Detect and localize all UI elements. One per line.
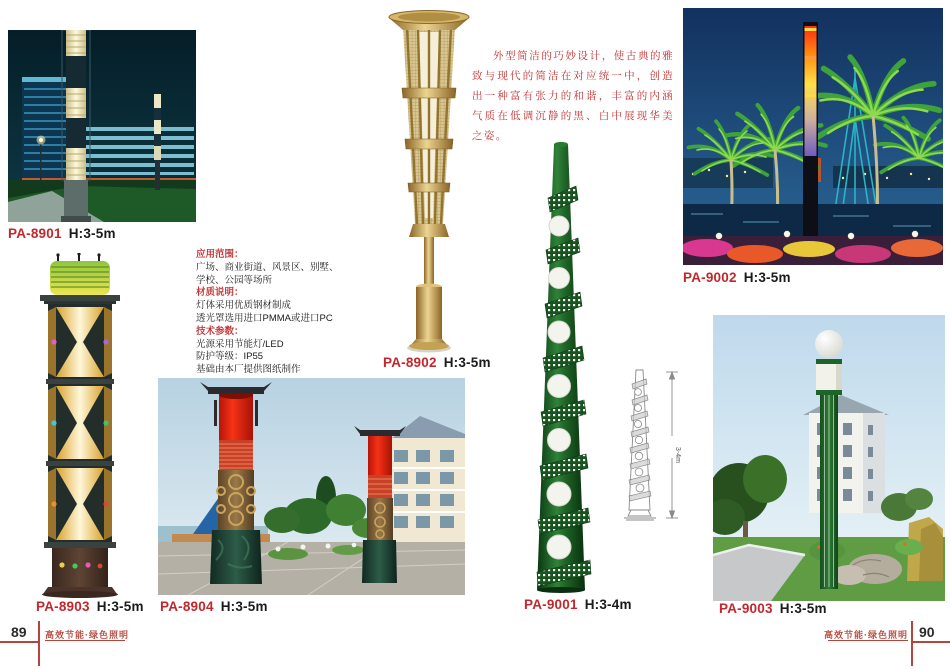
product-height: H:3-5m xyxy=(68,226,116,241)
spec-tech-line: 基础由本厂提供图纸制作 xyxy=(196,364,301,376)
footer-rule xyxy=(0,641,38,643)
intro-paragraph: 外型简洁的巧妙设计，使古典的雅致与现代的简洁在对应统一中，创造出一种富有张力的和谐，丰富的内涵气质在低调沉静的黑、白中展现华美之姿。 xyxy=(472,50,674,142)
product-code: PA-8902 xyxy=(383,355,437,370)
technical-drawing-pa9001 xyxy=(616,362,688,530)
footer-rule xyxy=(911,641,950,643)
spec-application-title: 应用范围： xyxy=(196,249,244,260)
spec-application-line: 学校、公园等场所 xyxy=(196,274,273,286)
spec-tech-line: 光源采用节能灯/LED xyxy=(196,338,284,350)
product-code: PA-8901 xyxy=(8,226,62,241)
photo-pa8904 xyxy=(158,378,465,595)
footer-page-number-right: 90 xyxy=(919,624,935,640)
product-height: H:3-4m xyxy=(584,597,632,612)
spec-application-line: 广场、商业街道、风景区、别墅、 xyxy=(196,261,339,273)
footer-rule-vertical xyxy=(38,621,40,666)
product-code: PA-8903 xyxy=(36,599,90,614)
product-image-pa9001 xyxy=(527,138,603,596)
specs-block xyxy=(196,249,382,377)
product-height: H:3-5m xyxy=(96,599,144,614)
label-pa8902 xyxy=(383,355,491,370)
product-code: PA-9001 xyxy=(524,597,578,612)
label-pa9001 xyxy=(524,597,632,612)
product-image-pa8902 xyxy=(383,6,475,354)
product-code: PA-9003 xyxy=(719,601,773,616)
footer-rule-vertical xyxy=(911,621,913,666)
footer-slogan-left: 高效节能·绿色照明 xyxy=(45,630,129,640)
label-pa8904 xyxy=(160,599,268,614)
label-pa8901 xyxy=(8,226,116,241)
product-height: H:3-5m xyxy=(220,599,268,614)
garden-globe-lamp-image xyxy=(713,315,945,601)
spec-material-line: 透光罩选用进口PMMA或进口PC xyxy=(196,312,333,324)
spec-tech-title: 技术参数： xyxy=(196,325,244,337)
spec-material-line: 灯体采用优质钢材制成 xyxy=(196,300,292,312)
golden-lamp-image xyxy=(383,6,475,354)
photo-pa9003 xyxy=(713,315,945,601)
footer-slogan-right: 高效节能·绿色照明 xyxy=(824,630,908,640)
green-spiral-pole-image xyxy=(527,138,603,596)
footer-page-number-left: 89 xyxy=(11,624,27,640)
footer-rule xyxy=(45,640,125,641)
label-pa9002 xyxy=(683,270,791,285)
product-height: H:3-5m xyxy=(743,270,791,285)
footer-rule xyxy=(828,640,908,641)
spec-material-title: 材质说明： xyxy=(196,287,244,299)
night-palms-image xyxy=(683,8,943,265)
hourglass-column-image xyxy=(10,253,150,598)
dimension-label: 3-4m xyxy=(674,447,681,463)
label-pa8903 xyxy=(36,599,144,614)
product-image-pa8903 xyxy=(10,253,150,598)
product-code: PA-9002 xyxy=(683,270,737,285)
plaza-columns-image xyxy=(158,378,465,595)
label-pa9003 xyxy=(719,601,827,616)
line-drawing-image xyxy=(616,362,688,530)
photo-pa8901 xyxy=(8,30,196,222)
product-height: H:3-5m xyxy=(443,355,491,370)
spec-tech-line: 防护等级：IP55 xyxy=(196,351,264,363)
photo-pa9002 xyxy=(683,8,943,265)
night-plaza-image xyxy=(8,30,196,222)
product-height: H:3-5m xyxy=(779,601,827,616)
product-code: PA-8904 xyxy=(160,599,214,614)
